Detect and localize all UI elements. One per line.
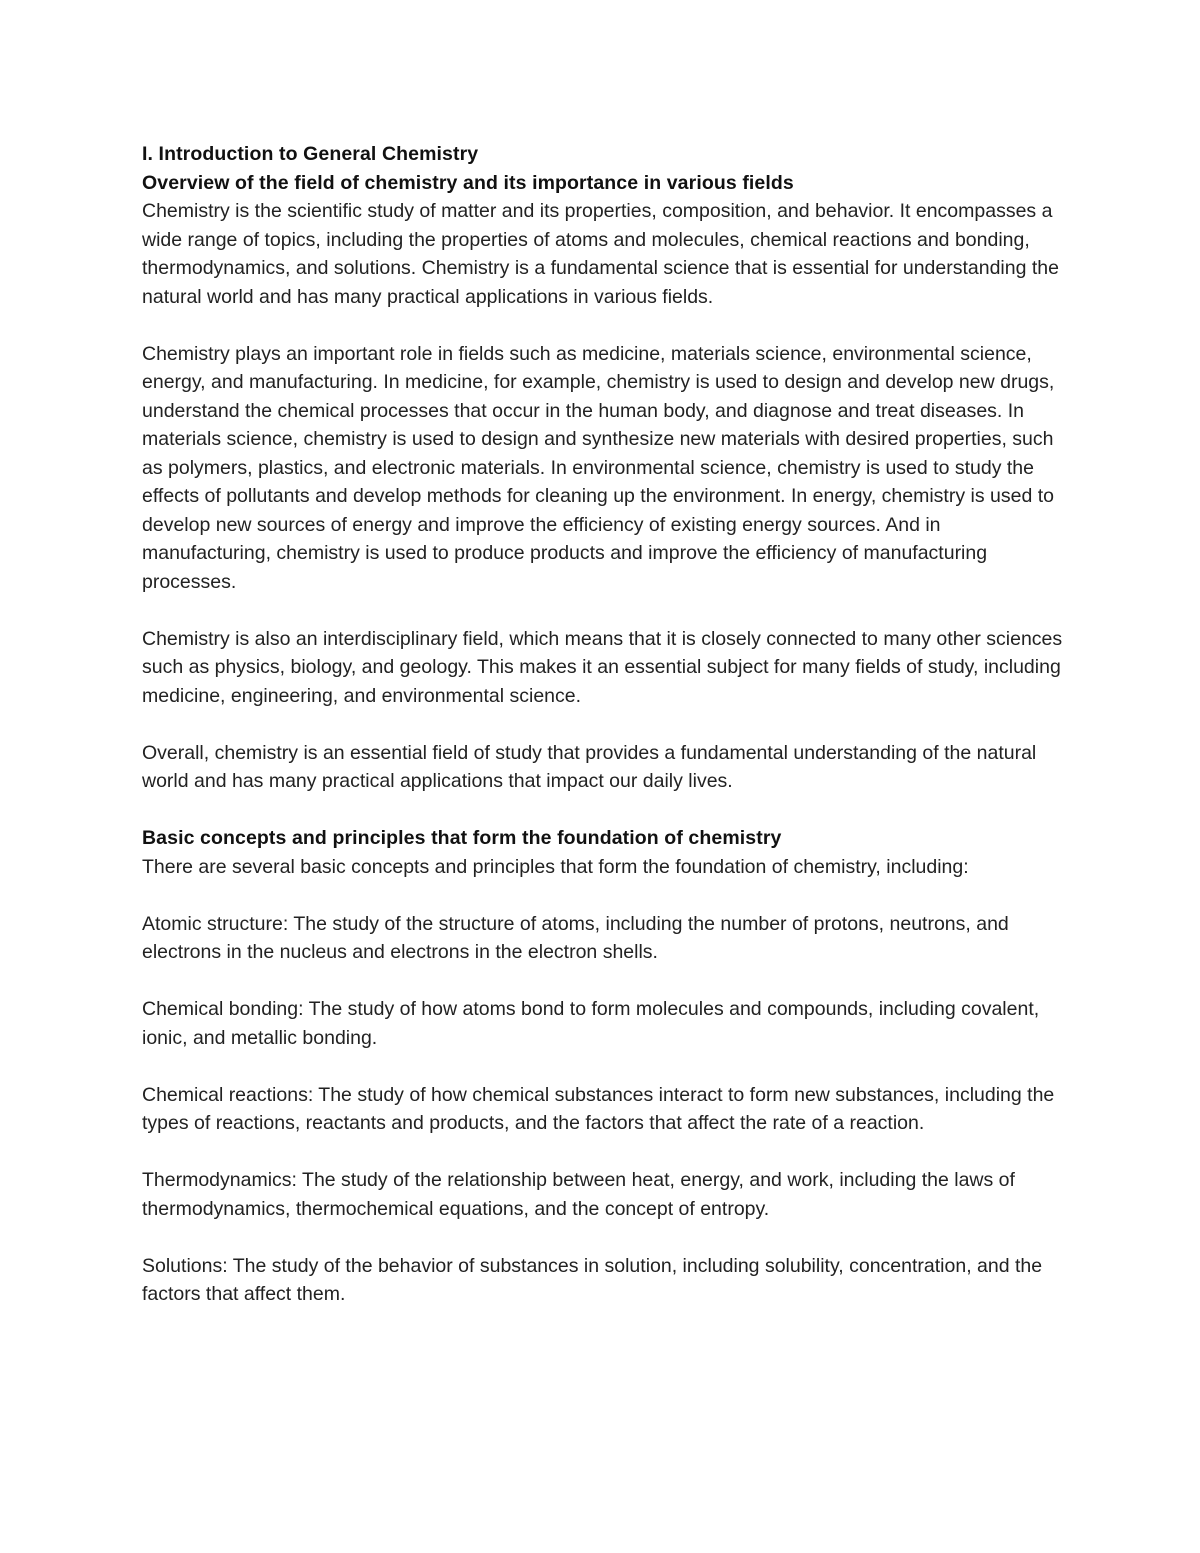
paragraph: Chemistry is also an interdisciplinary field, which means that it is closely connected to many other sciences such as physics, biology, and geology. This makes it an essential subject for many fields of study, including medicine, engineering, and environmental science. (142, 627, 1063, 707)
concept-item: Chemical reactions: The study of how chemical substances interact to form new substances, including the types of reactions, reactants and products, and the factors that affect the rate of a reaction. (142, 1083, 1055, 1134)
paragraph: Chemistry plays an important role in fields such as medicine, materials science, environmental science, energy, and manufacturing. In medicine, for example, chemistry is used to design and develop new drugs, understand the chemical processes that occur in the human body, and diagnose and treat diseases. In materials science, chemistry is used to design and synthesize new materials with desired properties, such as polymers, plastics, and electronic materials. In environmental science, chemistry is used to study the effects of pollutants and develop methods for cleaning up the environment. In energy, chemistry is used to develop new sources of energy and improve the efficiency of existing energy sources. And in manufacturing, chemistry is used to produce products and improve the efficiency of manufacturing processes. (142, 342, 1055, 593)
concept-item: Atomic structure: The study of the structure of atoms, including the number of protons, neutrons, and electrons in the nucleus and electrons in the electron shells. (142, 912, 1009, 963)
paragraph: Chemistry is the scientific study of matter and its properties, composition, and behavior. It encompasses a wide range of topics, including the properties of atoms and molecules, chemical reactions and bonding, thermodynamics, and solutions. Chemistry is a fundamental science that is essential for understanding the natural world and has many practical applications in various fields. (142, 200, 1059, 308)
section-intro: There are several basic concepts and principles that form the foundation of chemistry, including: (142, 855, 969, 878)
paragraph: Overall, chemistry is an essential field of study that provides a fundamental understanding of the natural world and has many practical applications that impact our daily lives. (142, 741, 1037, 792)
concept-item: Chemical bonding: The study of how atoms bond to form molecules and compounds, including covalent, ionic, and metallic bonding. (142, 998, 1040, 1049)
concept-item: Thermodynamics: The study of the relationship between heat, energy, and work, including the laws of thermodynamics, thermochemical equations, and the concept of entropy. (142, 1169, 1015, 1220)
section-subtitle: Overview of the field of chemistry and its importance in various fields (142, 171, 794, 194)
section-heading: Basic concepts and principles that form the foundation of chemistry (142, 827, 782, 849)
concept-item: Solutions: The study of the behavior of substances in solution, including solubility, concentration, and the factors that affect them. (142, 1254, 1043, 1305)
section-title: I. Introduction to General Chemistry (142, 143, 479, 165)
document-page (142, 140, 1072, 1309)
